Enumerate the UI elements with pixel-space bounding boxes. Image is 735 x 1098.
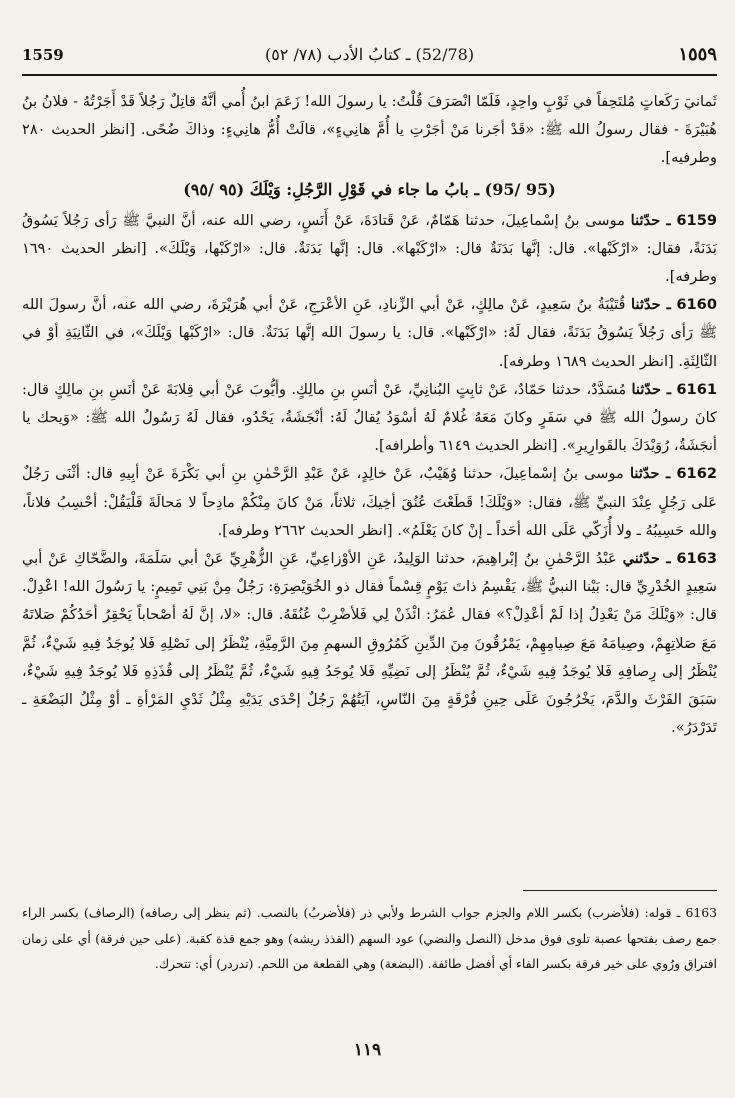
page-number-latin: 1559: [22, 46, 64, 64]
hadith-6159: [22, 207, 717, 292]
narration-marker: ـ حدّثنا: [630, 211, 671, 229]
hadith-6160: [22, 291, 717, 376]
narration-marker: ـ حدّثنا: [629, 465, 671, 483]
hadith-text: موسى بنُ إسْماعِيلَ، حدثنا وُهَيْبٌ، عَنْ خالِدٍ، عَنْ عَبْدِ الرَّحْمٰنِ بنِ أبي بَكْرَةَ عَنْ أبِيهِ قال: أثْنَى رَجُلٌ عَلى رَجُلٍ عِنْدَ النبيِّ ﷺ، فقال: «وَيْلَكَ! قَطَعْتَ عُنُقَ أخِيكَ، ثلاثاً، مَنْ كانَ مِنْكُمْ مادِحاً لا مَحالَةَ فَلْيَقُلْ: أحْسِبُ فلاناً، والله حَسِيبُهُ ـ ولا أُزَكّي عَلَى الله أحَداً ـ إنْ كانَ يَعْلَمُ». [انظر الحديث ٢٦٦٢ وطرفه].: [22, 465, 717, 539]
hadith-number: 6162: [676, 465, 718, 483]
intro-paragraph: ثَمانيَ رَكَعاتٍ مُلتَحِفاً في ثَوْبٍ واحِدٍ، فَلَمّا انْصَرَفَ قُلْتُ: يا رسولَ الله! زَعَمَ ابنُ أُمي أنَّهُ قاتِلٌ رَجُلاً قَدْ أَجَرْتُهُ - فلانُ بنُ هُبَيْرَةَ - فقال رسولُ الله ﷺ: «قَدْ أجَرنا مَنْ أجَرْتِ يا أُمَّ هانِيءٍ»، قالَتْ أُمُّ هانِيءٍ: وذاكَ ضُحًى. [انظر الحديث ٢٨٠ وطرفيه].: [22, 93, 717, 167]
hadith-text: قُتَيْبَةُ بنُ سَعِيدٍ، عَنْ مالِكٍ، عَنْ أبي الزِّنادِ، عَنِ الأعْرَجِ، عَنْ أبي هُرَيْرَةَ، رضي الله عنه، أنَّ رسولَ الله ﷺ رَأى رَجُلاً يَسُوقُ بَدَنَةً، فقال لَهُ: «ارْكَبْها». قال: يا رسولَ الله إنَّها بَدَنَةٌ. قال: «ارْكَبْها وَيْلَكَ»، في الثّانِيَةِ أوْ في الثّالِثَةِ. [انظر الحديث ١٦٨٩ وطرفه].: [22, 296, 717, 370]
page-header: [22, 40, 717, 74]
hadith-text: مُسَدَّدٌ، حدثنا حَمّادٌ، عَنْ ثابِتٍ البُنانِيِّ، عَنْ أنَسِ بنِ مالِكٍ. وأيُّوبَ عَنْ أبي قِلابَةَ عَنْ أنَسِ بنِ مالِكٍ قال: كانَ رسولُ الله ﷺ في سَفَرٍ وكانَ مَعَهُ غُلامٌ لَهُ أسْوَدُ يُقالُ لَهُ: أنْجَشَةُ، يَحْدُو، فقال لَهُ رَسُولُ الله ﷺ: «وَيحك يا أنجَشَةُ، رُوَيْدَكَ بالقَوارِيرِ». [انظر الحديث ٦١٤٩ وأطرافه].: [22, 380, 717, 455]
hadith-number: 6163: [676, 550, 718, 568]
hadith-number: 6160: [676, 296, 717, 314]
footnote-6163: 6163 ـ قوله: (فلأضرب) بكسر اللام والجزم جواب الشرط ولأبي ذر (فلأضربُ) بالنصب. (ثم ينظر إلى رصافه) (الرصاف) بكسر الراء جمع رصف بفتحها عصبة تلوى فوق مدخل (النصل والنضي) عود السهم (القذذ ريشه) وهو جمع قذة كقبة. (على حين فرقة) أي على زمان افتراق ورُوي على خير فرقة بكسر الفاء أي أفضل طائفة. (البضعة) وهي القطعة من اللحم. (تدردر) أي: تتحرك.: [22, 905, 717, 971]
narration-marker: ـ حدّثنا: [631, 296, 671, 314]
hadith-6161: [22, 376, 717, 461]
hadith-6163: [22, 545, 717, 742]
hadith-6162: [22, 460, 717, 545]
hadith-text: عَبْدُ الرَّحْمٰنِ بنُ إبْراهِيمَ، حدثنا الوَلِيدُ، عَنِ الأوْزاعِيِّ، عَنِ الزُّهْرِيِّ عَنْ أبي سَلَمَةَ، والضَّحّاكِ عَنْ أبي سَعِيدٍ الخُدْرِيِّ قال: بَيْنا النبيُّ ﷺ، يَقْسِمُ ذاتَ يَوْمٍ قِسْماً فقال ذو الخُوَيْصِرَةِ: رَجُلٌ مِنْ بَنِي تَمِيمٍ: يا رَسُولَ الله! اعْدِلْ. قال: «وَيْلَكَ مَنْ يَعْدِلُ إذا لَمْ أعْدِلْ؟» فقال عُمَرُ: ائْذَنْ لِي فَلأضْرِبْ عُنُقَهُ. قال: «لا، إنَّ لَهُ أصْحاباً يَحْقِرُ أحَدُكُمْ صَلاتَهُ مَعَ صَلاتِهِمْ، وصِيامَهُ مَعَ صِيامِهِمْ، يَمْرُقُونَ مِنَ الدِّينِ كَمُرُوقِ السهمِ مِنَ الرَّمِيَّةِ، يُنْظَرُ إلى نَصْلِهِ فَلا يُوجَدُ فِيهِ شَيْءٌ، ثُمَّ يُنْظَرُ إلى رِصافِهِ فَلا يُوجَدُ فِيهِ شَيْءٌ، ثُمَّ يُنْظَرُ إلى نَضِيِّهِ فَلا يُوجَدُ فِيهِ شَيْءٌ، ثُمَّ يُنْظَرُ إلى قُذَذِهِ فَلا يُوجَدُ فِيهِ شَيْءٌ، سَبَقَ الفَرْثَ والدَّمَ، يَخْرُجُونَ عَلَى حِينِ فُرْقَةٍ مِنَ النّاسِ، آيَتُهُمْ رَجُلٌ إحْدَى يَدَيْهِ مِثْلُ ثَدْيِ المَرْأةِ ـ أوْ مِثْلُ البَضْعَةِ ـ تَدَرْدَرُ».: [22, 550, 717, 737]
hadith-number: 6159: [676, 211, 718, 229]
footnotes: [22, 900, 717, 977]
hadith-text: موسى بنُ إسْماعِيلَ، حدثنا هَمّامٌ، عَنْ قَتادَةَ، عَنْ أَنَسٍ، رضي الله عنه، أنَّ النبيَّ ﷺ رَأى رَجُلاً يَسُوقُ بَدَنَةً، فقال: «ارْكَبْها». قال: إنَّها بَدَنَةٌ قال: «ارْكَبْها». قال: إنَّها بَدَنَةٌ. قال: «ارْكَبْها، وَيْلَكَ». [انظر الحديث ١٦٩٠ وطرفه].: [22, 211, 717, 286]
narration-marker: ـ حدّثني: [622, 550, 671, 568]
page-footer-number: ١١٩: [353, 1040, 382, 1060]
footnote-rule: [523, 890, 717, 891]
hadith-number: 6161: [676, 380, 718, 398]
header-rule: [22, 74, 717, 76]
page-number-arabic: ١٥٥٩: [678, 44, 717, 65]
narration-marker: ـ حدّثنا: [631, 380, 672, 398]
running-title: (52/78) ـ كتابُ الأدب (٧٨/ ٥٢): [264, 45, 475, 64]
chapter-heading: (95 /95) ـ بابُ ما جاء في قَوْلِ الرَّجُلِ: وَيْلَكَ (٩٥ /٩٥): [183, 179, 556, 199]
main-text: [22, 88, 717, 873]
